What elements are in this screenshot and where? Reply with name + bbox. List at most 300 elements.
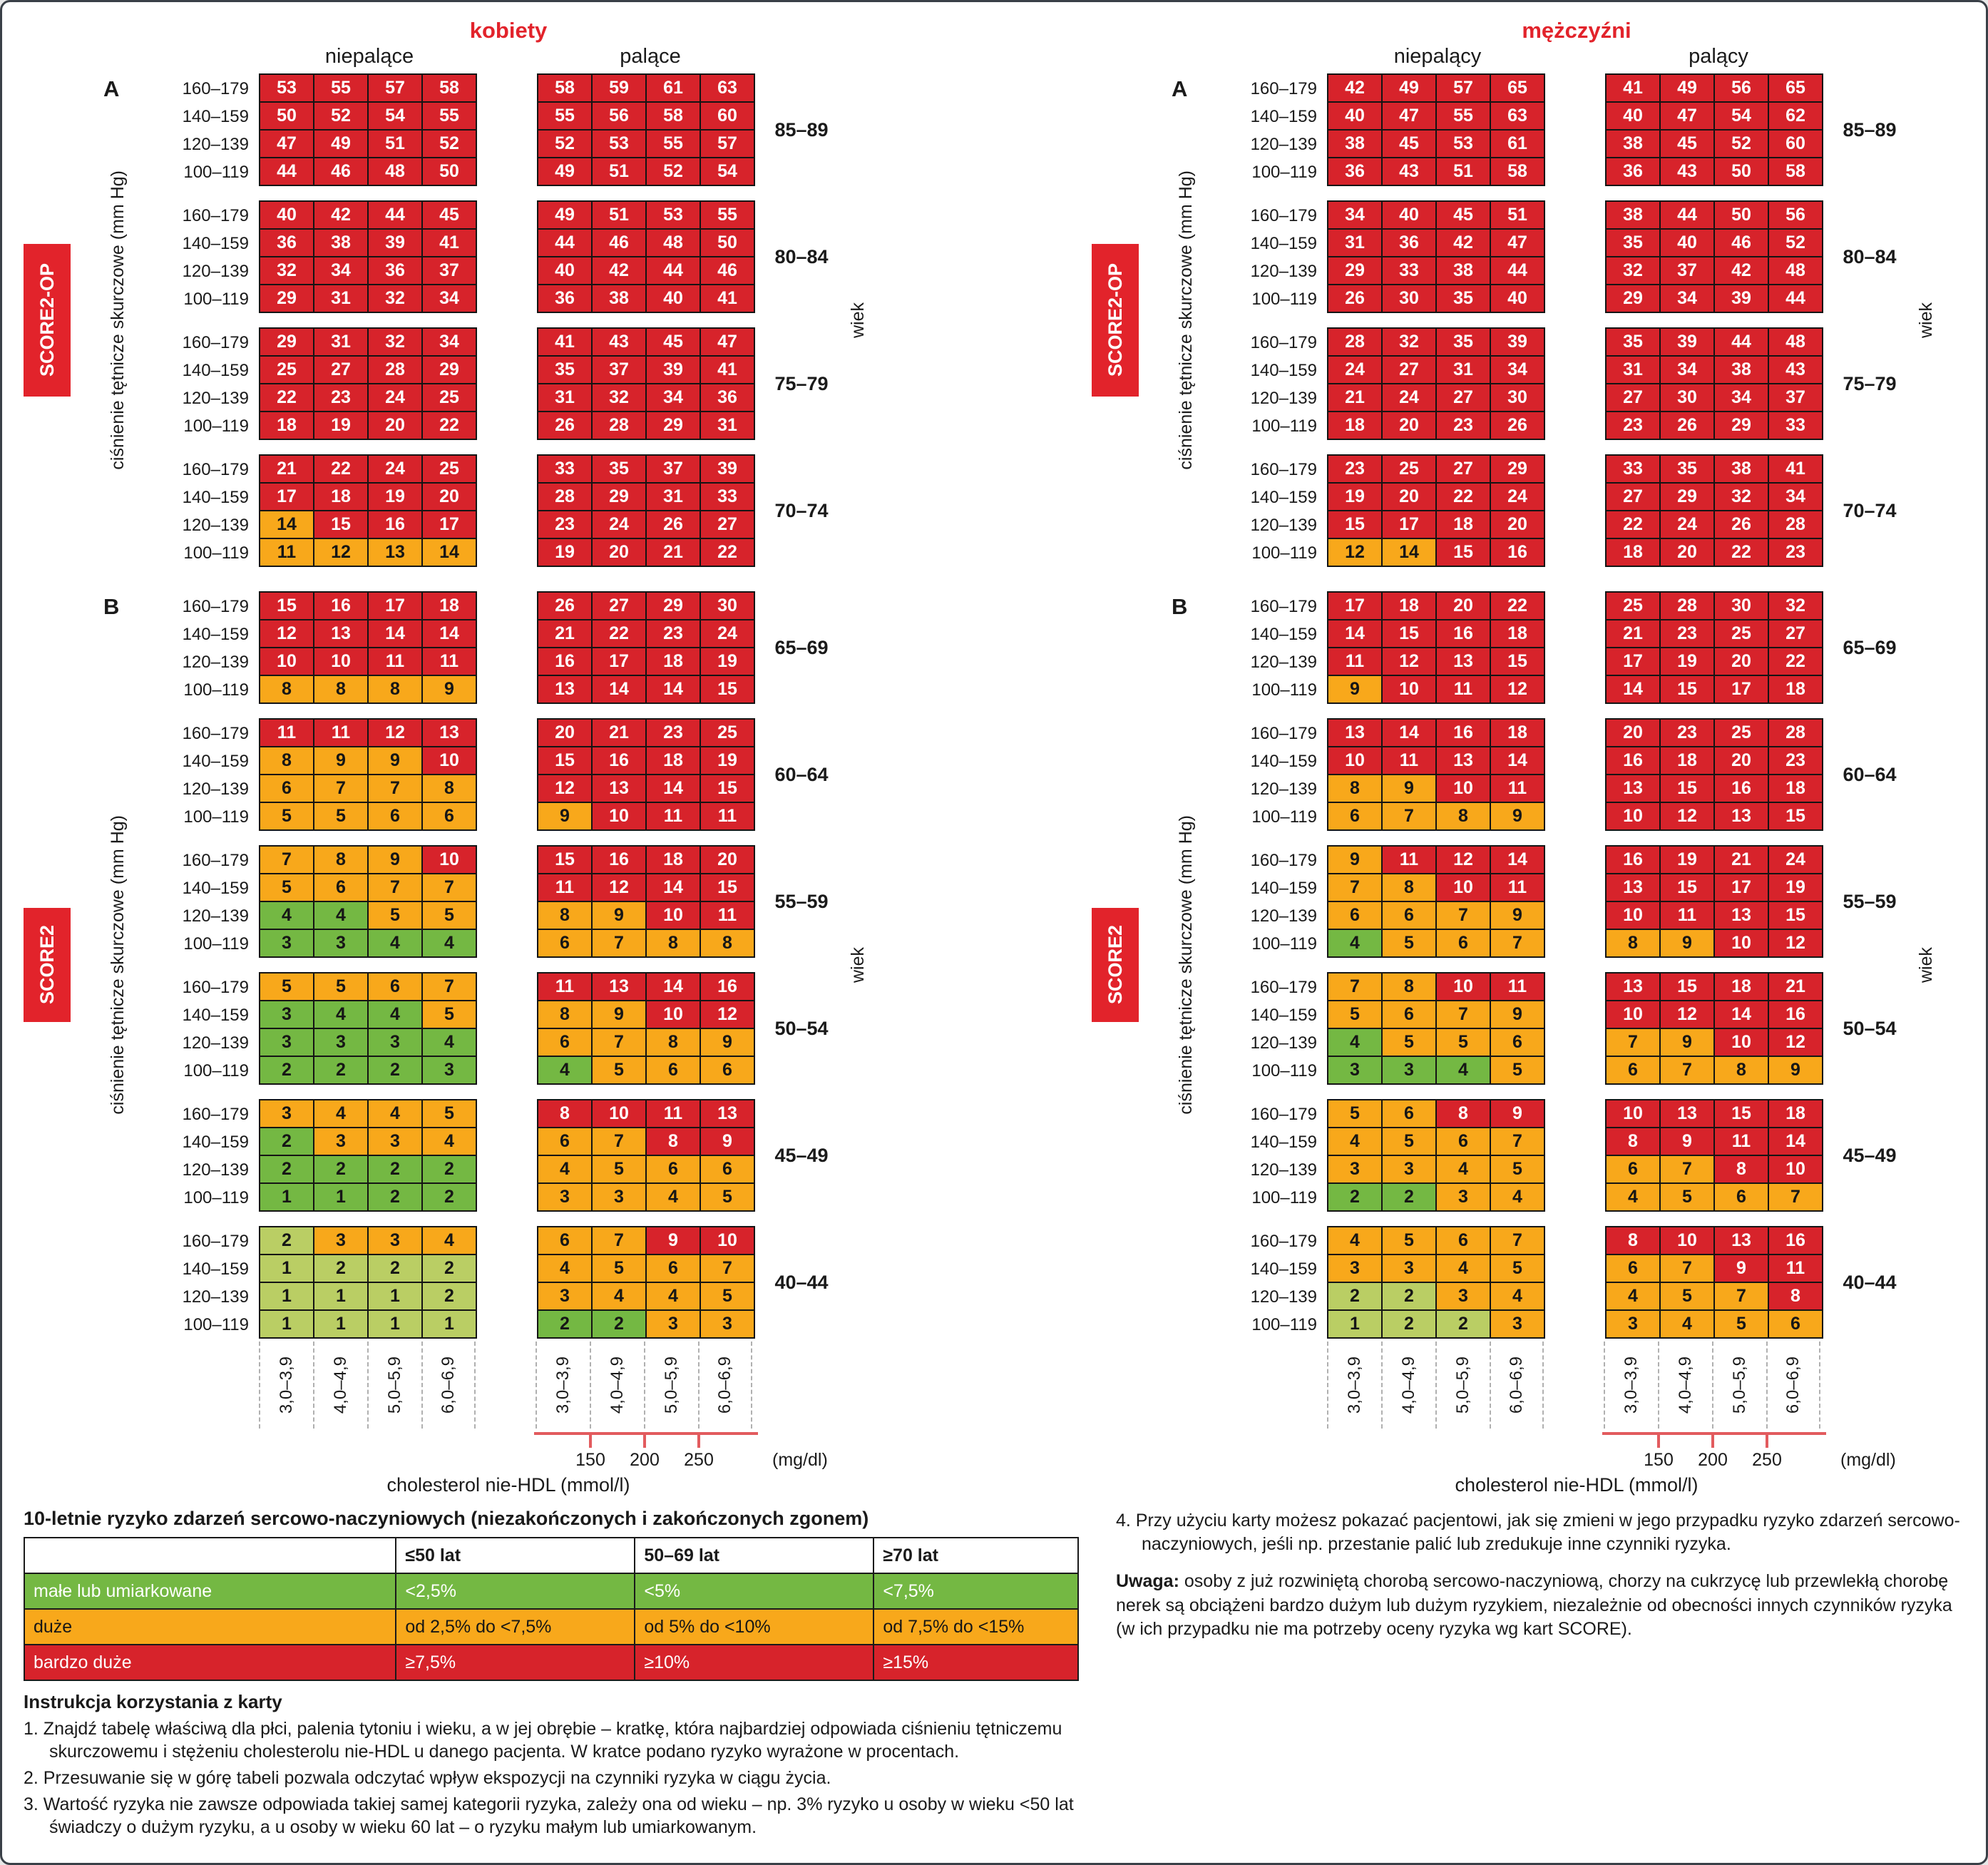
- risk-cell: 33: [701, 484, 754, 510]
- risk-cell: 9: [647, 1227, 700, 1254]
- bp-label: 160–179: [182, 851, 249, 870]
- risk-cell: 52: [1715, 131, 1768, 157]
- risk-cell: 3: [647, 1311, 700, 1337]
- risk-cell: 4: [1437, 1156, 1490, 1182]
- bp-label: 140–159: [182, 1259, 249, 1279]
- risk-cell: 42: [1715, 257, 1768, 284]
- risk-cell: 29: [260, 285, 313, 312]
- risk-cell: 54: [1715, 103, 1768, 129]
- risk-cell: 15: [314, 511, 367, 538]
- bp-label: 100–119: [1251, 1061, 1317, 1080]
- legend-header-empty: [24, 1538, 396, 1573]
- risk-cell: 29: [647, 412, 700, 439]
- risk-cell: 56: [1769, 202, 1822, 228]
- mgdl-axis-line: [1602, 1432, 1826, 1435]
- risk-cell: 29: [1328, 257, 1381, 284]
- risk-table-nonsmoker: [259, 972, 477, 1085]
- risk-cell: 2: [314, 1057, 367, 1083]
- risk-cell: 14: [647, 974, 700, 1000]
- risk-table-smoker: [537, 1226, 755, 1339]
- risk-cell: 14: [593, 676, 645, 702]
- bp-label: 100–119: [183, 543, 249, 563]
- risk-cell: 4: [1437, 1057, 1490, 1083]
- risk-cell: 5: [1328, 1001, 1381, 1028]
- risk-cell: 7: [1437, 902, 1490, 929]
- risk-cell: 10: [1607, 902, 1659, 929]
- bp-label: 160–179: [182, 724, 249, 743]
- risk-cell: 15: [260, 593, 313, 619]
- col-header-nonsmoker: niepalący: [1393, 45, 1482, 68]
- risk-cell: 31: [314, 285, 367, 312]
- risk-table-smoker: [537, 718, 755, 831]
- risk-cell: 10: [423, 847, 476, 873]
- chol-tick-label: 4,0–4,9: [590, 1342, 644, 1429]
- bp-label: 160–179: [1250, 333, 1317, 352]
- risk-cell: 9: [1491, 1100, 1544, 1127]
- section-letter: A: [1172, 76, 1188, 101]
- age-block-45–49: [138, 1099, 848, 1212]
- risk-cell: 8: [538, 902, 591, 929]
- risk-cell: 52: [423, 131, 476, 157]
- risk-cell: 18: [1769, 775, 1822, 802]
- risk-cell: 36: [260, 230, 313, 256]
- chol-axis-label: cholesterol nie-HDL (mmol/l): [1455, 1474, 1698, 1496]
- risk-cell: 11: [701, 902, 754, 929]
- risk-cell: 13: [593, 775, 645, 802]
- risk-cell: 5: [701, 1184, 754, 1210]
- risk-cell: 29: [423, 357, 476, 383]
- risk-cell: 40: [538, 257, 591, 284]
- section-letter: B: [1172, 594, 1188, 619]
- risk-cell: 5: [260, 803, 313, 829]
- risk-cell: 5: [369, 902, 421, 929]
- risk-table-smoker: [1605, 73, 1823, 186]
- age-axis-label: wiek: [848, 946, 868, 983]
- age-block-40–44: [1206, 1226, 1916, 1339]
- risk-cell: 25: [423, 384, 476, 411]
- risk-cell: 27: [1437, 456, 1490, 482]
- risk-cell: 5: [1383, 1227, 1435, 1254]
- bp-label: 100–119: [1251, 417, 1317, 436]
- risk-cell: 4: [369, 1100, 421, 1127]
- risk-cell: 31: [701, 412, 754, 439]
- risk-cell: 55: [647, 131, 700, 157]
- risk-cell: 40: [1383, 202, 1435, 228]
- age-label: 40–44: [1843, 1271, 1897, 1293]
- risk-cell: 55: [701, 202, 754, 228]
- risk-cell: 8: [647, 1029, 700, 1056]
- age-block-70–74: [1206, 454, 1916, 567]
- risk-cell: 50: [1715, 202, 1768, 228]
- legend-cell: ≥15%: [873, 1645, 1078, 1680]
- risk-cell: 3: [369, 1029, 421, 1056]
- bp-label: 140–159: [1250, 361, 1317, 380]
- risk-cell: 4: [1661, 1311, 1713, 1337]
- risk-cell: 46: [701, 257, 754, 284]
- risk-cell: 11: [1491, 874, 1544, 901]
- risk-cell: 11: [314, 720, 367, 746]
- risk-cell: 10: [1383, 676, 1435, 702]
- risk-cell: 55: [314, 75, 367, 101]
- risk-cell: 44: [538, 230, 591, 256]
- risk-cell: 10: [1715, 930, 1768, 956]
- age-label: 65–69: [774, 636, 829, 658]
- risk-panels: [2, 2, 1986, 1496]
- risk-cell: 36: [1383, 230, 1435, 256]
- risk-cell: 37: [647, 456, 700, 482]
- risk-cell: 28: [1769, 720, 1822, 746]
- risk-table-nonsmoker: [1327, 1099, 1545, 1212]
- risk-cell: 16: [1437, 720, 1490, 746]
- bp-axis-label: ciśnienie tętnicze skurczowe (mm Hg): [107, 170, 128, 470]
- risk-cell: 4: [1328, 1227, 1381, 1254]
- age-label: 60–64: [1843, 763, 1897, 785]
- risk-cell: 6: [1437, 1227, 1490, 1254]
- risk-cell: 7: [1328, 874, 1381, 901]
- risk-cell: 20: [1715, 747, 1768, 774]
- risk-cell: 28: [593, 412, 645, 439]
- risk-cell: 3: [1437, 1283, 1490, 1309]
- risk-cell: 3: [260, 1001, 313, 1028]
- bp-label: 140–159: [1250, 1006, 1317, 1025]
- risk-cell: 57: [701, 131, 754, 157]
- risk-cell: 5: [1715, 1311, 1768, 1337]
- legend-cell: od 7,5% do <15%: [873, 1609, 1078, 1645]
- risk-cell: 53: [1437, 131, 1490, 157]
- risk-cell: 13: [1607, 775, 1659, 802]
- risk-cell: 50: [1715, 158, 1768, 185]
- risk-cell: 10: [1328, 747, 1381, 774]
- risk-cell: 14: [260, 511, 313, 538]
- risk-cell: 8: [1328, 775, 1381, 802]
- age-label: 60–64: [774, 763, 829, 785]
- risk-cell: 41: [423, 230, 476, 256]
- risk-table-nonsmoker: [259, 718, 477, 831]
- risk-cell: 3: [538, 1283, 591, 1309]
- chol-tick-label: 6,0–6,9: [1766, 1342, 1820, 1429]
- risk-cell: 9: [1715, 1255, 1768, 1282]
- risk-cell: 9: [369, 747, 421, 774]
- bp-label: 140–159: [1250, 1133, 1317, 1152]
- risk-cell: 16: [1715, 775, 1768, 802]
- risk-cell: 15: [1769, 902, 1822, 929]
- bp-label: 120–139: [1250, 135, 1317, 154]
- risk-cell: 16: [1607, 747, 1659, 774]
- risk-cell: 3: [701, 1311, 754, 1337]
- risk-cell: 13: [1328, 720, 1381, 746]
- chol-tick-label: 3,0–3,9: [1604, 1342, 1658, 1429]
- risk-cell: 19: [701, 747, 754, 774]
- risk-cell: 32: [369, 329, 421, 355]
- risk-cell: 4: [314, 1001, 367, 1028]
- legend-header-le50: ≤50 lat: [396, 1538, 635, 1573]
- risk-cell: 2: [369, 1255, 421, 1282]
- bp-label: 120–139: [1250, 1033, 1317, 1053]
- risk-cell: 5: [1383, 930, 1435, 956]
- risk-cell: 29: [1491, 456, 1544, 482]
- mgdl-axis: [1604, 1429, 1896, 1474]
- bp-label: 100–119: [183, 1061, 249, 1080]
- risk-cell: 19: [701, 648, 754, 675]
- chol-tick-label: 6,0–6,9: [1490, 1342, 1544, 1429]
- risk-cell: 58: [647, 103, 700, 129]
- chol-tick-row: [1604, 1342, 1820, 1429]
- risk-cell: 22: [1437, 484, 1490, 510]
- risk-cell: 13: [314, 620, 367, 647]
- risk-cell: 4: [538, 1156, 591, 1182]
- risk-cell: 32: [1715, 484, 1768, 510]
- bp-label: 160–179: [1250, 851, 1317, 870]
- risk-cell: 2: [260, 1227, 313, 1254]
- risk-cell: 5: [1383, 1128, 1435, 1155]
- risk-cell: 22: [1715, 539, 1768, 566]
- risk-cell: 50: [423, 158, 476, 185]
- bp-label: 120–139: [182, 516, 249, 535]
- risk-cell: 22: [1607, 511, 1659, 538]
- risk-cell: 4: [314, 1100, 367, 1127]
- risk-cell: 24: [1383, 384, 1435, 411]
- risk-cell: 10: [1715, 1029, 1768, 1056]
- risk-cell: 34: [1661, 357, 1713, 383]
- risk-cell: 31: [1328, 230, 1381, 256]
- risk-table-nonsmoker: [1327, 591, 1545, 704]
- risk-cell: 42: [314, 202, 367, 228]
- risk-cell: 22: [1491, 593, 1544, 619]
- risk-cell: 26: [1661, 412, 1713, 439]
- risk-cell: 43: [1661, 158, 1713, 185]
- risk-cell: 3: [1383, 1156, 1435, 1182]
- risk-cell: 5: [1491, 1057, 1544, 1083]
- risk-table-smoker: [537, 454, 755, 567]
- mgdl-unit-label: (mg/dl): [1840, 1450, 1896, 1470]
- risk-cell: 32: [1607, 257, 1659, 284]
- risk-cell: 14: [647, 676, 700, 702]
- risk-cell: 18: [647, 747, 700, 774]
- risk-cell: 29: [593, 484, 645, 510]
- risk-cell: 23: [1437, 412, 1490, 439]
- risk-cell: 39: [647, 357, 700, 383]
- bp-label: 140–159: [182, 752, 249, 771]
- risk-cell: 44: [647, 257, 700, 284]
- risk-cell: 7: [369, 874, 421, 901]
- risk-cell: 34: [1491, 357, 1544, 383]
- risk-cell: 6: [701, 1156, 754, 1182]
- risk-cell: 37: [593, 357, 645, 383]
- risk-table-nonsmoker: [259, 73, 477, 186]
- bp-label: 120–139: [1250, 516, 1317, 535]
- risk-cell: 18: [1383, 593, 1435, 619]
- risk-cell: 31: [647, 484, 700, 510]
- risk-cell: 18: [1491, 720, 1544, 746]
- risk-table-nonsmoker: [1327, 972, 1545, 1085]
- risk-cell: 8: [538, 1100, 591, 1127]
- risk-cell: 20: [423, 484, 476, 510]
- age-block-65–69: [138, 591, 848, 704]
- risk-cell: 15: [1661, 974, 1713, 1000]
- bp-label: 120–139: [182, 780, 249, 799]
- risk-cell: 11: [260, 539, 313, 566]
- age-axis-label: wiek: [848, 302, 868, 338]
- age-block-75–79: [138, 327, 848, 440]
- risk-cell: 63: [701, 75, 754, 101]
- section-letter: B: [103, 594, 120, 619]
- risk-cell: 18: [260, 412, 313, 439]
- risk-cell: 18: [647, 648, 700, 675]
- risk-cell: 32: [593, 384, 645, 411]
- risk-cell: 10: [1607, 1100, 1659, 1127]
- risk-cell: 26: [538, 412, 591, 439]
- risk-cell: 31: [1607, 357, 1659, 383]
- risk-cell: 26: [647, 511, 700, 538]
- legend-label-high: duże: [24, 1609, 396, 1645]
- risk-cell: 12: [260, 620, 313, 647]
- risk-cell: 11: [1383, 747, 1435, 774]
- risk-cell: 35: [593, 456, 645, 482]
- risk-cell: 10: [647, 1001, 700, 1028]
- risk-cell: 56: [1715, 75, 1768, 101]
- risk-cell: 23: [1661, 620, 1713, 647]
- section-B-mezczyzni: [1092, 591, 1964, 1339]
- bottom-area: [2, 1496, 1986, 1842]
- risk-cell: 34: [1715, 384, 1768, 411]
- risk-cell: 2: [369, 1184, 421, 1210]
- risk-cell: 22: [260, 384, 313, 411]
- risk-cell: 41: [701, 285, 754, 312]
- risk-cell: 8: [260, 676, 313, 702]
- risk-cell: 17: [1715, 874, 1768, 901]
- risk-cell: 28: [1769, 511, 1822, 538]
- age-label: 65–69: [1843, 636, 1897, 658]
- risk-cell: 31: [538, 384, 591, 411]
- risk-cell: 12: [1661, 803, 1713, 829]
- risk-cell: 17: [1607, 648, 1659, 675]
- risk-cell: 41: [701, 357, 754, 383]
- risk-cell: 60: [701, 103, 754, 129]
- risk-cell: 45: [1661, 131, 1713, 157]
- risk-cell: 14: [1715, 1001, 1768, 1028]
- risk-cell: 2: [423, 1255, 476, 1282]
- risk-cell: 8: [369, 676, 421, 702]
- bp-label: 160–179: [182, 1232, 249, 1251]
- risk-cell: 4: [593, 1283, 645, 1309]
- risk-cell: 13: [1607, 874, 1659, 901]
- risk-cell: 25: [701, 720, 754, 746]
- bp-label: 120–139: [1250, 780, 1317, 799]
- bp-label: 160–179: [182, 978, 249, 997]
- risk-cell: 49: [538, 158, 591, 185]
- risk-cell: 3: [260, 1100, 313, 1127]
- risk-cell: 20: [369, 412, 421, 439]
- risk-cell: 22: [701, 539, 754, 566]
- risk-cell: 12: [369, 720, 421, 746]
- risk-cell: 50: [260, 103, 313, 129]
- risk-cell: 40: [1328, 103, 1381, 129]
- risk-cell: 12: [538, 775, 591, 802]
- risk-cell: 41: [1769, 456, 1822, 482]
- mgdl-tick: [589, 1432, 592, 1448]
- legend-header-row: [24, 1538, 1078, 1573]
- risk-cell: 49: [1383, 75, 1435, 101]
- uwaga-text: osoby z już rozwiniętą chorobą sercowo-naczyniową, chorzy na cukrzycę lub przewlekłą chorobę nerek są obciążeni bardzo dużym lub dużym ryzykiem, niezależnie od obecności innych czynników ryzyka (w ich przypadku nie ma potrzeby oceny ryzyka wg kart SCORE).: [1116, 1571, 1952, 1639]
- risk-cell: 31: [314, 329, 367, 355]
- mgdl-axis-line: [534, 1432, 758, 1435]
- risk-cell: 6: [701, 1057, 754, 1083]
- panel-title-mezczyzni: mężczyźni: [1522, 18, 1631, 43]
- risk-cell: 34: [647, 384, 700, 411]
- risk-cell: 6: [423, 803, 476, 829]
- risk-cell: 7: [423, 974, 476, 1000]
- risk-table-smoker: [1605, 327, 1823, 440]
- risk-cell: 12: [1769, 930, 1822, 956]
- risk-cell: 62: [1769, 103, 1822, 129]
- risk-cell: 11: [647, 803, 700, 829]
- bp-label: 140–159: [1250, 488, 1317, 507]
- risk-cell: 29: [1661, 484, 1713, 510]
- risk-cell: 21: [1769, 974, 1822, 1000]
- chol-tick-label: 6,0–6,9: [421, 1342, 476, 1429]
- risk-cell: 1: [1328, 1311, 1381, 1337]
- bp-label: 100–119: [1251, 680, 1317, 700]
- bp-label: 160–179: [182, 1105, 249, 1124]
- risk-cell: 8: [1715, 1156, 1768, 1182]
- risk-cell: 1: [369, 1283, 421, 1309]
- risk-cell: 5: [701, 1283, 754, 1309]
- risk-cell: 24: [593, 511, 645, 538]
- risk-cell: 7: [1715, 1283, 1768, 1309]
- risk-cell: 8: [1437, 803, 1490, 829]
- risk-cell: 12: [1328, 539, 1381, 566]
- risk-cell: 6: [1383, 1001, 1435, 1028]
- risk-cell: 9: [1661, 1029, 1713, 1056]
- age-label: 45–49: [774, 1144, 829, 1166]
- risk-cell: 39: [1661, 329, 1713, 355]
- risk-cell: 16: [1769, 1001, 1822, 1028]
- risk-cell: 16: [1437, 620, 1490, 647]
- risk-cell: 10: [1437, 775, 1490, 802]
- risk-table-nonsmoker: [259, 1099, 477, 1212]
- risk-cell: 5: [1491, 1255, 1544, 1282]
- risk-cell: 23: [314, 384, 367, 411]
- age-block-85–89: [138, 73, 848, 186]
- panel-title-kobiety: kobiety: [469, 18, 548, 43]
- risk-cell: 15: [1769, 803, 1822, 829]
- risk-cell: 6: [538, 930, 591, 956]
- risk-cell: 4: [369, 930, 421, 956]
- risk-cell: 47: [1491, 230, 1544, 256]
- risk-cell: 36: [538, 285, 591, 312]
- risk-table-smoker: [1605, 1099, 1823, 1212]
- bp-label: 120–139: [1250, 262, 1317, 281]
- risk-cell: 51: [593, 202, 645, 228]
- risk-cell: 51: [593, 158, 645, 185]
- risk-cell: 37: [1769, 384, 1822, 411]
- risk-cell: 37: [423, 257, 476, 284]
- risk-cell: 41: [538, 329, 591, 355]
- risk-cell: 3: [423, 1057, 476, 1083]
- risk-cell: 14: [647, 775, 700, 802]
- risk-cell: 5: [423, 902, 476, 929]
- risk-table-nonsmoker: [1327, 845, 1545, 958]
- bp-label: 120–139: [182, 389, 249, 408]
- risk-cell: 25: [1607, 593, 1659, 619]
- risk-cell: 1: [423, 1311, 476, 1337]
- bp-label: 120–139: [182, 1287, 249, 1307]
- risk-cell: 58: [423, 75, 476, 101]
- risk-cell: 38: [1328, 131, 1381, 157]
- risk-cell: 33: [1383, 257, 1435, 284]
- risk-cell: 7: [1491, 1227, 1544, 1254]
- uwaga-note: [1116, 1570, 1967, 1642]
